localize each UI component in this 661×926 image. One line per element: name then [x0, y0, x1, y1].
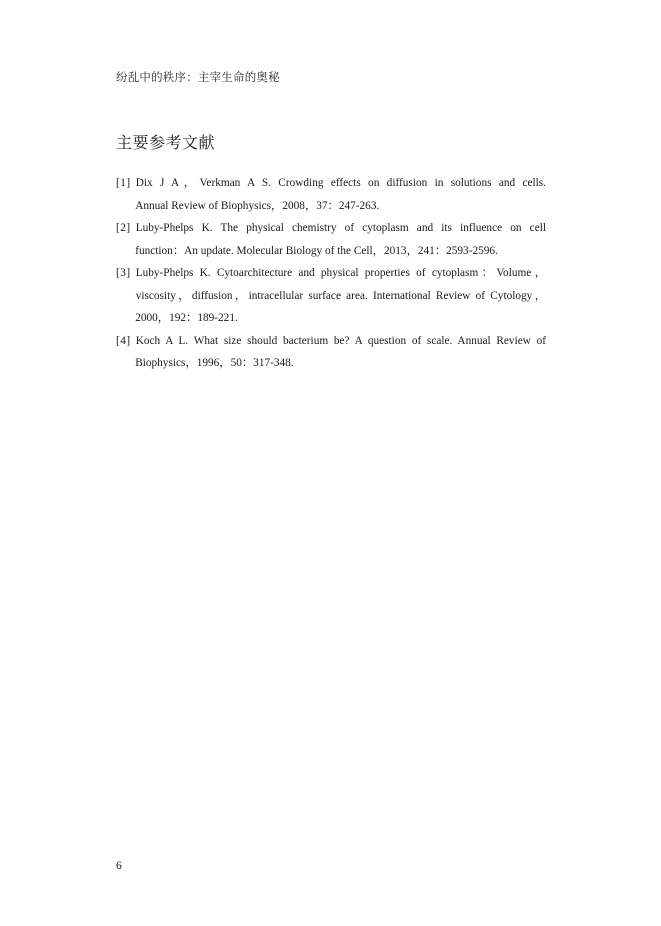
reference-text: [136, 217, 546, 262]
reference-number: [1]: [116, 177, 131, 189]
reference-line: Luby-Phelps K. The physical chemistry of cytoplasm and its influence on cell: [135, 222, 546, 234]
reference-list: [116, 172, 546, 375]
section-title: 主要参考文献: [116, 133, 216, 152]
reference-number: [3]: [116, 267, 131, 279]
reference-line: Dix J A，Verkman A S. Crowding effects on diffusion in solutions and cells.: [135, 177, 546, 189]
page-number: 6: [116, 860, 122, 872]
reference-item: [116, 262, 546, 330]
running-header: 纷乱中的秩序：主宰生命的奥秘: [116, 70, 280, 84]
reference-line: 2000，192：189-221.: [135, 312, 238, 324]
reference-line: Biophysics，1996，50：317-348.: [135, 357, 294, 369]
reference-text: [136, 330, 546, 375]
reference-number: [2]: [116, 222, 131, 234]
reference-number: [4]: [116, 334, 131, 347]
reference-item: [116, 217, 546, 262]
reference-line: function：An update. Molecular Biology of the Cell，2013，241：2593-2596.: [135, 244, 498, 257]
reference-line: viscosity，diffusion，intracellular surface area. International Review of Cytology，: [135, 289, 546, 302]
reference-item: [116, 172, 546, 217]
reference-item: [116, 330, 546, 375]
reference-line: Luby-Phelps K. Cytoarchitecture and physical properties of cytoplasm：Volume，: [135, 267, 546, 279]
reference-line: Koch A L. What size should bacterium be? A question of scale. Annual Review of: [135, 334, 546, 347]
reference-line: Annual Review of Biophysics，2008，37：247-263.: [135, 199, 380, 212]
reference-text: [136, 172, 546, 217]
reference-text: [136, 262, 546, 330]
